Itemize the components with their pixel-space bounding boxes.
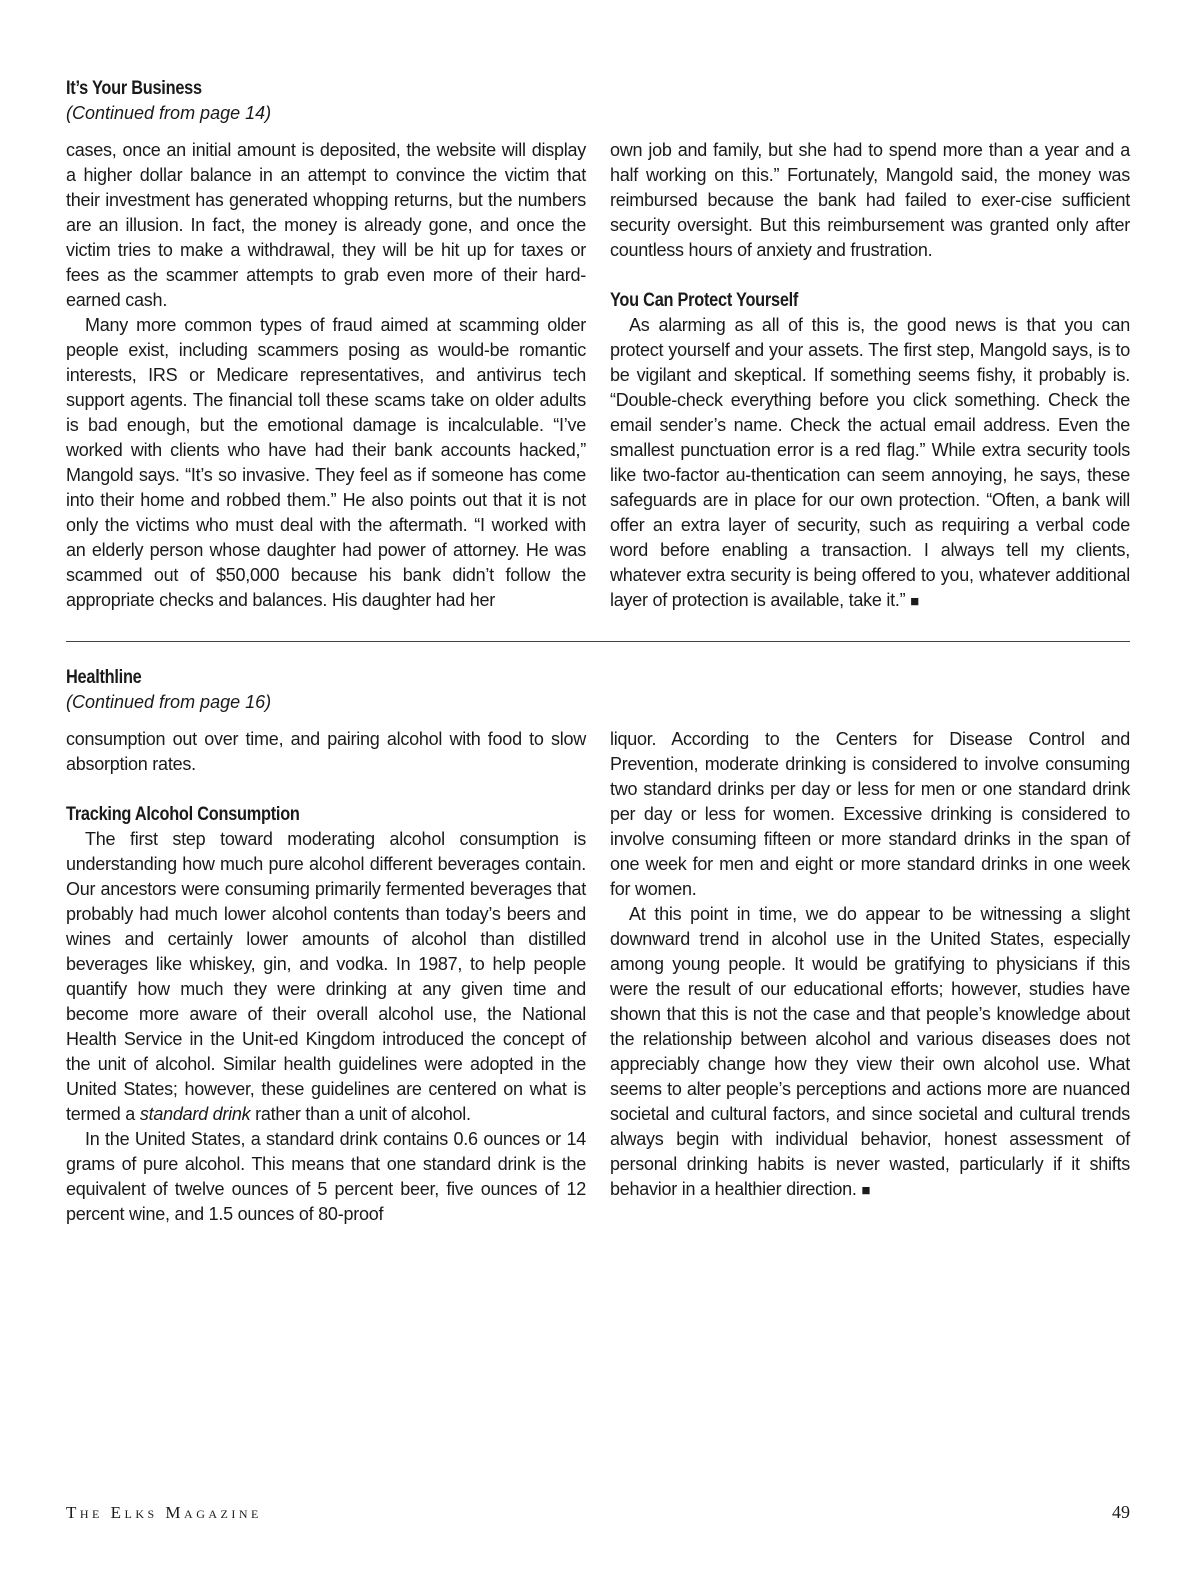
emphasis-term: standard drink [139, 1104, 251, 1124]
right-column [610, 138, 1130, 614]
two-column-body [66, 727, 1130, 1227]
paragraph: liquor. According to the Centers for Disease Control and Prevention, moderate drinking is considered to involve consuming two standard drinks per day or less for men or one standard drink per day or less for women. Excessive drinking is considered to involve consuming fifteen or more standard drinks in the span of one week for men and eight or more standard drinks in one week for women. [610, 729, 1130, 899]
continued-note: (Continued from page 14) [66, 103, 272, 123]
section-title: Healthline [66, 667, 142, 688]
right-column [610, 727, 1130, 1227]
end-mark-icon: ■ [861, 1182, 871, 1199]
paragraph: In the United States, a standard drink contains 0.6 ounces or 14 grams of pure alcohol. This means that one standard drink is the equivalent of twelve ounces of 5 percent beer, five ounces of 12 percent wine, and 1.5 ounces of 80-proof [66, 1129, 586, 1224]
article-healthline [66, 665, 1130, 1227]
subheading: Tracking Alcohol Consumption [66, 804, 300, 825]
left-column [66, 727, 586, 1227]
paragraph [66, 827, 586, 1127]
section-title: It’s Your Business [66, 78, 202, 99]
section-divider [66, 641, 1130, 642]
page-footer [66, 1502, 1130, 1523]
magazine-name: The Elks Magazine [66, 1503, 262, 1522]
paragraph: Many more common types of fraud aimed at scamming older people exist, including scammers posing as would-be romantic interests, IRS or Medicare representatives, and antivirus tech support agents. The financial toll these scams take on older adults is bad enough, but the emotional damage is incalculable. “I’ve worked with clients who have had their bank accounts hacked,” Mangold says. “It’s so invasive. They feel as if someone has come into their home and robbed them.” He also points out that it is not only the victims who must deal with the aftermath. “I worked with an elderly person whose daughter had power of attorney. He was scammed out of $50,000 because his bank didn’t follow the appropriate checks and balances. His daughter had her [66, 315, 586, 610]
two-column-body [66, 138, 1130, 614]
continued-note: (Continued from page 16) [66, 692, 272, 712]
paragraph [610, 902, 1130, 1203]
page-content [66, 76, 1130, 1227]
paragraph-text: The first step toward moderating alcohol consumption is understanding how much pure alcohol different beverages contain. Our ancestors were consuming primarily fermented beverages that probably had much lower alcohol contents than today’s beers and wines and certainly lower amounts of alcohol than distilled beverages like whiskey, gin, and vodka. In 1987, to help people quantify how much they were drinking at any given time and become more aware of their overall alcohol use, the National Health Service in the Unit-ed Kingdom introduced the concept of the unit of alcohol. Similar health guidelines were adopted in the United States; however, these guidelines are centered on what is termed a [66, 829, 586, 1124]
paragraph-text: At this point in time, we do appear to be witnessing a slight downward trend in alcohol use in the United States, especially among young people. It would be gratifying to physicians if this were the result of our educational efforts; however, studies have shown that this is not the case and that people’s knowledge about the relationship between alcohol and various diseases does not appreciably change how they view their own alcohol use. What seems to alter people’s perceptions and actions more are nuanced societal and cultural factors, and since societal and cultural trends always begin with individual behavior, honest assessment of personal drinking habits is never wasted, particularly if it shifts behavior in a healthier direction. [610, 904, 1130, 1199]
paragraph: consumption out over time, and pairing alcohol with food to slow absorption rates. [66, 729, 586, 774]
page-number: 49 [1112, 1502, 1130, 1522]
paragraph: cases, once an initial amount is deposited, the website will display a higher dollar balance in an attempt to convince the victim that their investment has generated whopping returns, but the numbers are an illusion. In fact, the money is already gone, and once the victim tries to make a withdrawal, they will be hit up for taxes or fees as the scammer attempts to grab even more of their hard-earned cash. [66, 140, 586, 310]
article-its-your-business [66, 76, 1130, 614]
paragraph-text: rather than a unit of alcohol. [255, 1104, 471, 1124]
left-column [66, 138, 586, 614]
paragraph: own job and family, but she had to spend more than a year and a half working on this.” Fortunately, Mangold said, the money was reimbursed because the bank had failed to exer-cise sufficient security oversight. But this reimbursement was granted only after countless hours of anxiety and frustration. [610, 140, 1130, 260]
end-mark-icon: ■ [910, 593, 919, 610]
paragraph [610, 313, 1130, 614]
paragraph-text: As alarming as all of this is, the good news is that you can protect yourself and your assets. The first step, Mangold says, is to be vigilant and skeptical. If something seems fishy, it probably is. “Double-check everything before you click something. Check the email sender’s name. Check the actual email address. Even the smallest punctuation error is a red flag.” While extra security tools like two-factor au-thentication can seem annoying, he says, these safeguards are in place for our own protection. “Often, a bank will offer an extra layer of security, such as requiring a verbal code word before enabling a transaction. I always tell my clients, whatever extra security is being offered to you, whatever additional layer of protection is available, take it.” [610, 315, 1130, 610]
subheading: You Can Protect Yourself [610, 290, 799, 311]
